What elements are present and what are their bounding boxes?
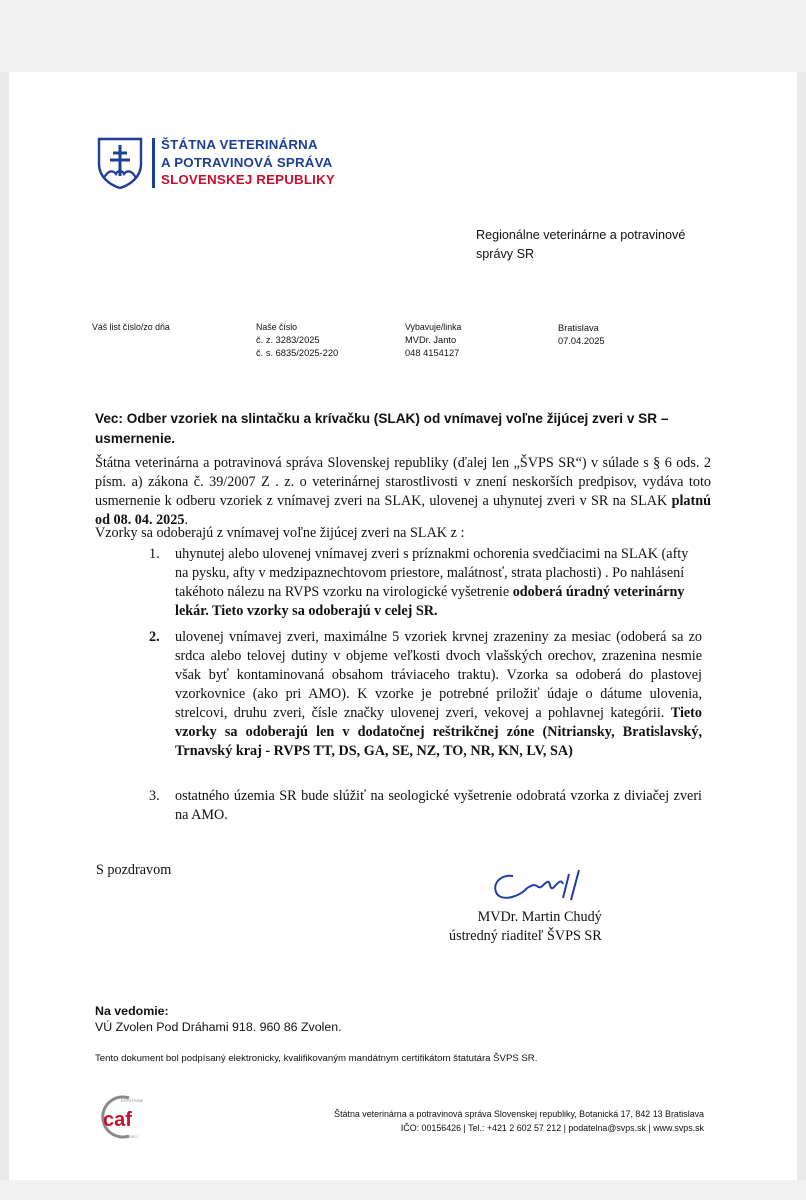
your-letter-label: Váš list číslo/zo dňa [92, 322, 170, 332]
list-item-bold: Tieto vzorky sa odoberajú len v dodatočnej reštrikčnej zóne (Nitriansky, Bratislavský, Trnavský kraj - RVPS TT, DS, GA, SE, NZ, TO, NR, KN, LV, SA) [175, 705, 702, 759]
subject-line-2: usmernenie. [95, 431, 176, 446]
our-number-2: č. s. 6835/2025-220 [256, 348, 339, 358]
footer [209, 1107, 704, 1135]
place-date-block [558, 322, 605, 348]
document-page [9, 72, 797, 1180]
footer-address: Štátna veterinárna a potravinová správa Slovenskej republiky, Botanická 17, 842 13 Bratislava [334, 1109, 704, 1119]
handwritten-signature [487, 864, 617, 910]
caf-word: caf [103, 1109, 132, 1131]
handled-by-phone: 048 4154127 [405, 348, 460, 358]
caf-quality-logo [91, 1094, 151, 1140]
footer-contacts: IČO: 00156426 | Tel.: +421 2 602 57 212 | podatelna@svps.sk | www.svps.sk [400, 1123, 704, 1133]
intro-text: Štátna veterinárna a potravinová správa Slovenskej republiky (ďalej len „ŠVPS SR“) v súlade s § 6 ods. 2 písm. a) zákona č. 39/2007 Z . z. o veterinárnej starostlivosti v znení neskorších predpisov, vydáva toto usmernenie k odberu vzoriek z vnímavej zveri na SLAK, ulovenej a uhynutej zveri v SR na SLAK [95, 455, 711, 509]
subject-line-1: Vec: Odber vzoriek na slintačku a krívačku (SLAK) od vnímavej voľne žijúcej zveri v SR – [95, 411, 669, 426]
signatory-name: MVDr. Martin Chudý [477, 909, 602, 925]
org-line-2: A POTRAVINOVÁ SPRÁVA [161, 154, 333, 170]
list-item [175, 787, 702, 825]
list-item-text: ostatného územia SR bude slúžiť na seologické vyšetrenie odobratá vzorka z diviačej zveri na AMO. [175, 788, 702, 823]
list-item-number: 1. [149, 546, 160, 562]
date: 07.04.2025 [558, 336, 605, 346]
recipient-block [476, 226, 726, 264]
recipient-line-1: Regionálne veterinárne a potravinové [476, 228, 686, 242]
intro-validity: platnú od 08. 04. 2025 [95, 493, 711, 528]
place: Bratislava [558, 323, 599, 333]
handled-by-name: MVDr. Janto [405, 335, 457, 345]
list-item-text: uhynutej alebo ulovenej vnímavej zveri s príznakmi ochorenia svedčiacimi na SLAK (afty na pysku, afty v medzipaznechtovom priestore, malátnosť, strata plachosti) . Po nahlásení takéhoto nálezu na RVPS vzorku na virologické vyšetrenie [175, 546, 689, 600]
list-item-bold: odoberá úradný veterinárny lekár. Tieto vzorky sa odoberajú v celej SR. [175, 584, 685, 619]
screen-top-margin [0, 0, 806, 72]
list-item-text: ulovenej vnímavej zveri, maximálne 5 vzoriek krvnej zrazeniny za mesiac (odoberá sa zo srdca alebo telovej dutiny v objeme veľkosti dvoch vlašských orechov, zrazenina nesmie však byť kontaminovaná obsahom tráviaceho traktu). Vzorka sa odoberá do plastovej vzorkovnice (ako pri AMO). K vzorke je potrebné priložiť údaje o dátume ulovenia, strelcovi, druhu zveri, čísle značky ulovenej zveri, vekovej a pohlavnej kategórii. [175, 629, 702, 721]
lead-paragraph: Vzorky sa odoberajú z vnímavej voľne žijúcej zveri na SLAK z : [95, 525, 465, 541]
caf-bottom-text: VEREJ [125, 1134, 138, 1139]
electronic-signature-note: Tento dokument bol podpísaný elektronicky, kvalifikovaným mandátnym certifikátom štatutára ŠVPS SR. [95, 1053, 538, 1064]
organization-name [161, 136, 335, 189]
notice-text: VÚ Zvolen Pod Dráhami 918. 960 86 Zvolen. [95, 1020, 342, 1034]
org-line-1: ŠTÁTNA VETERINÁRNA [161, 137, 318, 152]
list-item [175, 545, 702, 621]
handled-by-block [405, 321, 461, 360]
signatory-block [449, 908, 602, 946]
list-item-number: 3. [149, 788, 160, 804]
org-line-3: SLOVENSKEJ REPUBLIKY [161, 172, 335, 187]
signatory-title: ústredný riaditeľ ŠVPS SR [449, 928, 602, 944]
list-item-number: 2. [149, 629, 160, 645]
slovak-coat-of-arms-icon [96, 136, 144, 190]
handled-by-label: Vybavuje/linka [405, 322, 462, 332]
caf-top-text: EFEKTÍVNE [121, 1098, 144, 1103]
notice-title: Na vedomie: [95, 1004, 169, 1018]
intro-paragraph [95, 454, 711, 530]
our-number-1: č. z. 3283/2025 [256, 335, 320, 345]
closing-greeting: S pozdravom [96, 862, 172, 878]
subject [95, 409, 715, 449]
list-item [175, 628, 702, 761]
logo-divider [152, 138, 155, 188]
our-number-block [256, 321, 338, 360]
recipient-line-2: správy SR [476, 247, 535, 261]
our-number-label: Naše číslo [256, 322, 298, 332]
intro-end: . [184, 512, 189, 528]
screen-bottom-margin [0, 1180, 806, 1200]
